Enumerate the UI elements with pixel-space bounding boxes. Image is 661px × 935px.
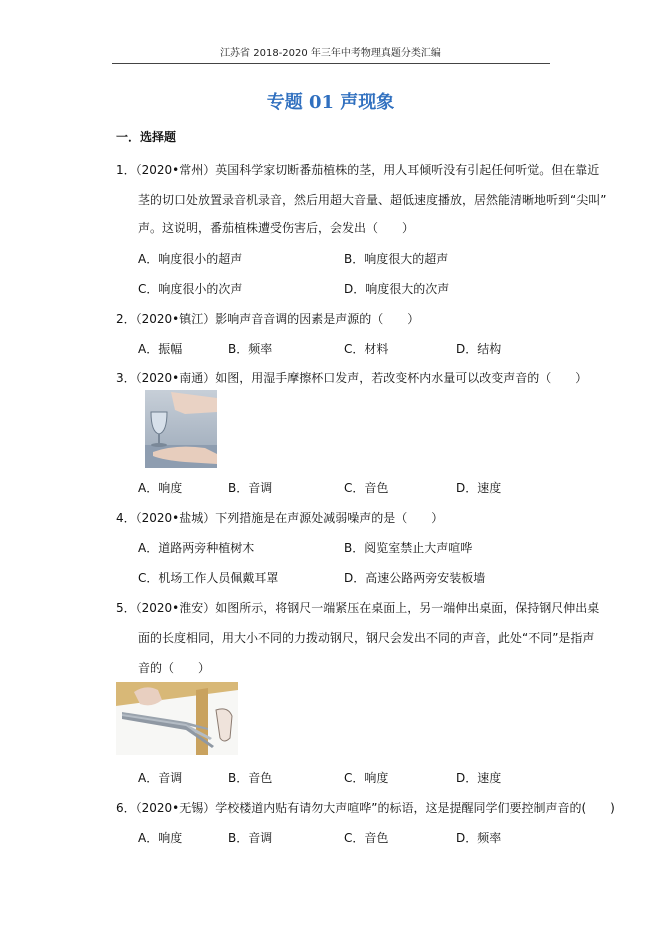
question-4-option-a: A．道路两旁种植树木	[138, 541, 255, 555]
question-1-option-b: B．响度很大的超声	[344, 252, 449, 266]
question-5-option-c: C．响度	[344, 771, 389, 785]
question-2-option-d: D．结构	[456, 342, 502, 356]
question-6-option-d: D．频率	[456, 831, 502, 845]
question-3-option-b: B．音调	[228, 481, 273, 495]
question-1-option-a: A．响度很小的超声	[138, 252, 243, 266]
question-5-option-b: B．音色	[228, 771, 273, 785]
question-1-option-c: C．响度很小的次声	[138, 282, 243, 296]
header-divider	[112, 63, 550, 64]
question-2-option-c: C．材料	[344, 342, 389, 356]
question-3-line-1: 3．（2020•南通）如图，用湿手摩擦杯口发声，若改变杯内水量可以改变声音的（ ）	[116, 371, 588, 385]
question-3-option-d: D．速度	[456, 481, 502, 495]
question-4-option-d: D．高速公路两旁安装板墙	[344, 571, 486, 585]
question-6-option-a: A．响度	[138, 831, 183, 845]
question-2-option-a: A．振幅	[138, 342, 183, 356]
question-5-option-d: D．速度	[456, 771, 502, 785]
question-3-option-c: C．音色	[344, 481, 389, 495]
question-1-line-3: 声。这说明，番茄植株遭受伤害后，会发出（ ）	[138, 221, 415, 235]
page-title: 专题 01 声现象	[266, 92, 395, 113]
question-3-option-a: A．响度	[138, 481, 183, 495]
steel-ruler-photo	[116, 682, 238, 755]
question-4-option-c: C．机场工作人员佩戴耳罩	[138, 571, 279, 585]
question-4-line-1: 4．（2020•盐城）下列措施是在声源处减弱噪声的是（ ）	[116, 511, 444, 525]
page-header: 江苏省 2018-2020 年三年中考物理真题分类汇编	[220, 48, 441, 59]
question-5-line-1: 5．（2020•淮安）如图所示，将钢尺一端紧压在桌面上，另一端伸出桌面，保持钢尺伸出桌	[116, 601, 600, 615]
question-5-option-a: A．音调	[138, 771, 183, 785]
question-1-line-2: 茎的切口处放置录音机录音，然后用超大音量、超低速度播放，居然能清晰地听到“尖叫”	[138, 193, 607, 207]
wine-glass-photo	[145, 390, 217, 468]
question-6-option-b: B．音调	[228, 831, 273, 845]
question-1-line-1: 1．（2020•常州）英国科学家切断番茄植株的茎，用人耳倾听没有引起任何听觉。但在靠近	[116, 163, 600, 177]
section-heading: 一．选择题	[116, 130, 177, 144]
question-6-line-1: 6．（2020•无锡）学校楼道内贴有请勿大声喧哗”的标语，这是提醒同学们要控制声音的( )	[116, 801, 615, 815]
question-5-line-2: 面的长度相同，用大小不同的力拨动钢尺，钢尺会发出不同的声音，此处“不同”是指声	[138, 631, 595, 645]
question-6-option-c: C．音色	[344, 831, 389, 845]
question-1-option-d: D．响度很大的次声	[344, 282, 450, 296]
question-2-option-b: B．频率	[228, 342, 273, 356]
question-5-line-3: 音的（ ）	[138, 661, 211, 675]
question-4-option-b: B．阅览室禁止大声喧哗	[344, 541, 473, 555]
question-2-line-1: 2．（2020•镇江）影响声音音调的因素是声源的（ ）	[116, 312, 420, 326]
